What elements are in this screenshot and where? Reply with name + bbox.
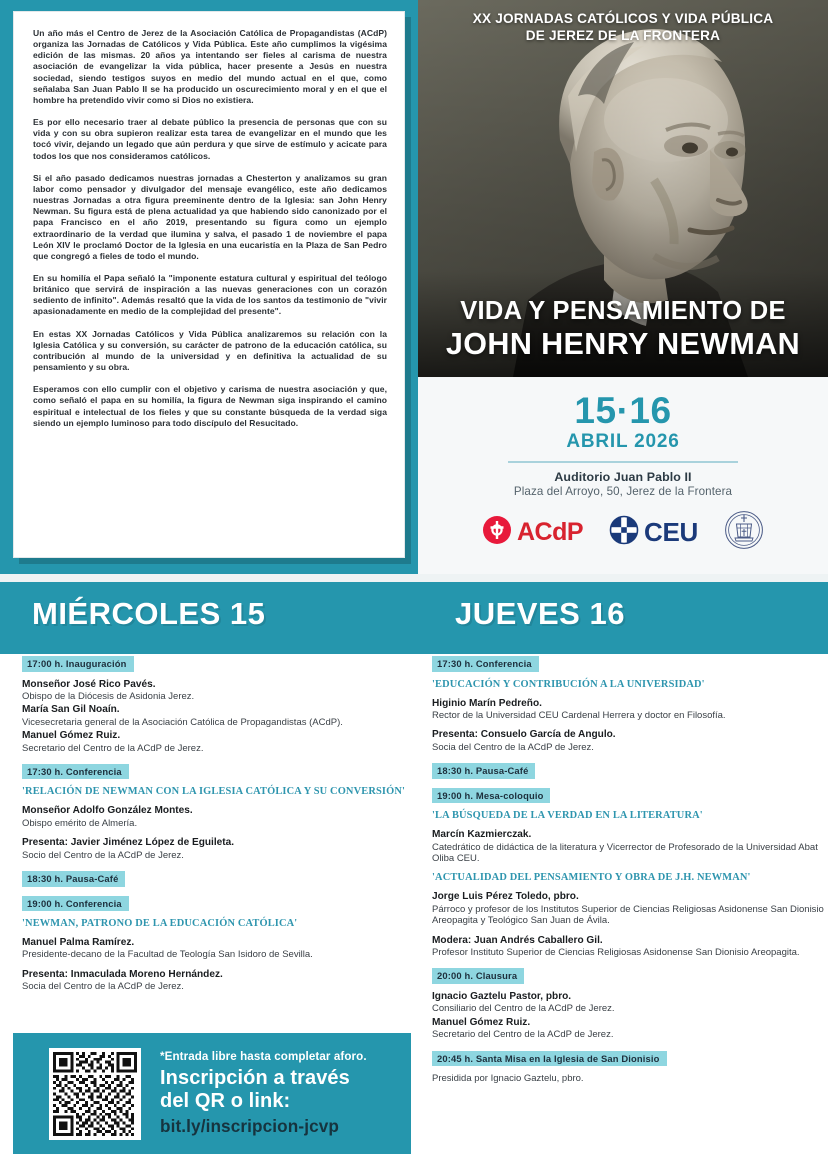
divider-rule xyxy=(508,461,738,463)
schedule-block xyxy=(432,654,828,753)
speaker-role: Socia del Centro de la ACdP de Jerez. xyxy=(22,981,184,993)
speaker-entry xyxy=(22,837,418,861)
session-topic: 'LA BÚSQUEDA DE LA VERDAD EN LA LITERATURA' xyxy=(432,810,703,822)
session-topic: 'EDUCACIÓN Y CONTRIBUCIÓN A LA UNIVERSIDAD' xyxy=(432,678,705,690)
speaker-name: Presenta: Inmaculada Moreno Hernández. xyxy=(22,968,223,980)
speaker-name: Modera: Juan Andrés Caballero Gil. xyxy=(432,934,603,946)
ceu-logo xyxy=(609,515,698,550)
intro-paragraph: En su homilía el Papa señaló la "imponente estatura cultural y espiritual del teólogo británico que servirá de inspiración a las nuevas generaciones con un corazón sediento de infinito". Además resaltó que la vida de los santos da testimonio de "vivir apasionadamente en medio de la complejidad del presente". xyxy=(33,272,387,317)
speaker-entry xyxy=(22,805,418,829)
hero-panel xyxy=(418,0,828,574)
speaker-entry xyxy=(22,679,418,703)
speaker-entry xyxy=(432,891,828,926)
day-title-thursday: JUEVES 16 xyxy=(455,596,625,631)
speaker-role: Secretario del Centro de la ACdP de Jerez. xyxy=(22,742,204,754)
speaker-entry xyxy=(432,829,828,864)
speaker-name: Manuel Gómez Ruiz. xyxy=(432,1016,531,1028)
hero-details xyxy=(418,378,828,574)
diocese-logo xyxy=(724,510,764,555)
speaker-role: Obispo de la Diócesis de Asidonia Jerez. xyxy=(22,690,195,702)
time-badge: 20:00 h. Clausura xyxy=(432,968,524,984)
speaker-role: Vicesecretaria general de la Asociación Católica de Propagandistas (ACdP). xyxy=(22,716,343,728)
speaker-name: María San Gil Noaín. xyxy=(22,704,120,716)
speaker-entry xyxy=(22,937,418,961)
hero-kicker-line1: XX JORNADAS CATÓLICOS Y VIDA PÚBLICA xyxy=(472,11,774,26)
time-badge: 18:30 h. Pausa-Café xyxy=(432,763,535,779)
speaker-entry xyxy=(22,730,418,754)
event-dates: 15·16 xyxy=(574,390,672,431)
speaker-name: Presenta: Consuelo García de Angulo. xyxy=(432,729,616,741)
time-badge: 18:30 h. Pausa-Café xyxy=(22,871,125,887)
diocese-seal-icon xyxy=(724,510,764,555)
session-topic: 'ACTUALIDAD DEL PENSAMIENTO Y OBRA DE J.H. NEWMAN' xyxy=(432,872,751,884)
intro-paragraph: Un año más el Centro de Jerez de la Asociación Católica de Propagandistas (ACdP) organiza las Jornadas de Católicos y Vida Pública. Este año cumplimos la vigésima edición de las mismas. 20 años ya intentando ser fieles al carisma de nuestra asociación de evangelizar la vida pública, hacer presente a Jesús en nuestra sociedad, siendo testigos suyos en medio del mundo actual en el que, como señalaba San Juan Pablo II se ha producido un oscurecimiento moral y en el que el hombre ha pretendido vivir como si Dios no existiera. xyxy=(33,28,387,105)
time-badge: 20:45 h. Santa Misa en la Iglesia de San Dionisio xyxy=(432,1051,667,1067)
speaker-role: Catedrático de didáctica de la literatura y Vicerrector de Profesorado de la Universidad Abat Oliba CEU. xyxy=(432,841,818,864)
acdp-mark-icon xyxy=(482,515,512,550)
ceu-logo-text: CEU xyxy=(644,517,699,547)
speaker-name: Manuel Gómez Ruiz. xyxy=(22,730,121,742)
speaker-entry xyxy=(432,935,828,959)
schedule-block xyxy=(22,762,418,861)
speaker-name: Higinio Marín Pedreño. xyxy=(432,697,542,709)
speaker-role: Consiliario del Centro de la ACdP de Jerez. xyxy=(432,1003,615,1015)
hero-kicker-line2: DE JEREZ DE LA FRONTERA xyxy=(525,28,721,43)
speaker-role: Párroco y profesor de los Institutos Superior de Ciencias Religiosas Asidonense San Dionisio Areopagita y Teológico San Juan de Ávila. xyxy=(432,903,824,927)
speaker-role: Profesor Instituto Superior de Ciencias Religiosas Asidonense San Dionisio Areopagita. xyxy=(432,946,800,958)
registration-panel xyxy=(13,1033,411,1154)
event-month: ABRIL 2026 xyxy=(566,431,680,452)
schedule-column-thursday xyxy=(432,654,828,1092)
schedule-block xyxy=(432,872,828,958)
schedule-block xyxy=(432,1049,828,1085)
speaker-entry xyxy=(432,991,828,1015)
free-entry-note: *Entrada libre hasta completar aforo. xyxy=(160,1050,367,1063)
time-badge: 17:00 h. Inauguración xyxy=(22,656,134,672)
time-badge: 19:00 h. Conferencia xyxy=(22,896,129,912)
hero-title xyxy=(418,296,828,362)
intro-paragraph: Si el año pasado dedicamos nuestras jornadas a Chesterton y analizamos su gran labor como pensador y divulgador del mensaje evangélico, este año dedicamos nuestras Jornadas a otra figura preeminente dentro de la Iglesia: san John Henry Newman. Su figura está de plena actualidad ya que habiendo sido canonizado por el papa Francisco en el año 2019, presentando su figura como un ejemplo extraordinario de la verdad que ilumina y salva, el pasado 1 de noviembre el papa León XIV le proclamó Doctor de la Iglesia en una eucaristía en la Plaza de San Pedro que congregó a fieles de todo el mundo. xyxy=(33,172,387,261)
speaker-entry xyxy=(432,729,828,753)
schedule-block xyxy=(432,966,828,1040)
time-badge: 17:30 h. Conferencia xyxy=(432,656,539,672)
event-venue: Auditorio Juan Pablo II xyxy=(554,470,692,484)
speaker-entry xyxy=(432,1017,828,1041)
speaker-name: Marcín Kazmierczak. xyxy=(432,829,532,841)
schedule-block xyxy=(22,654,418,754)
speaker-name: Monseñor José Rico Pavés. xyxy=(22,678,156,690)
schedule-block xyxy=(22,869,418,894)
time-badge: 19:00 h. Mesa-coloquio xyxy=(432,788,550,804)
speaker-role: Presidente-decano de la Facultad de Teología San Isidoro de Sevilla. xyxy=(22,949,313,961)
schedule-block xyxy=(432,786,828,865)
hero-title-line1: VIDA Y PENSAMIENTO DE xyxy=(460,297,786,325)
schedule-block xyxy=(432,761,828,786)
intro-paragraph: Es por ello necesario traer al debate público la presencia de personas que con su vida y con su obra supieron realizar esta tarea de evangelizar en el mundo que les tocó vivir, dejando un legado que aún perdura y que sirve de estímulo y acicate para todos los que nos consideramos católicos. xyxy=(33,117,387,161)
speaker-entry xyxy=(432,698,828,722)
registration-text xyxy=(160,1050,367,1137)
intro-paragraph: Esperamos con ello cumplir con el objetivo y carisma de nuestra asociación y que, como señaló el papa en su homilía, la figura de Newman siga inspirando el camino espiritual e intelectual de los fieles y que su constante búsqueda de la verdad siga siendo un ejemplo luminoso para todo discípulo del Resucitado. xyxy=(33,384,387,428)
qr-code-image[interactable] xyxy=(49,1048,141,1140)
speaker-role: Obispo emérito de Almería. xyxy=(22,817,138,829)
day-title-wednesday: MIÉRCOLES 15 xyxy=(32,596,266,631)
speaker-role: Socio del Centro de la ACdP de Jerez. xyxy=(22,849,184,861)
speaker-name: Monseñor Adolfo González Montes. xyxy=(22,805,193,817)
acdp-logo xyxy=(482,515,583,550)
sponsor-logos xyxy=(418,510,828,555)
speaker-entry xyxy=(22,704,418,728)
speaker-name: Presenta: Javier Jiménez López de Eguileta. xyxy=(22,837,235,849)
session-topic: 'NEWMAN, PATRONO DE LA EDUCACIÓN CATÓLICA' xyxy=(22,918,298,930)
hero-title-line2: JOHN HENRY NEWMAN xyxy=(445,327,801,361)
registration-cta xyxy=(160,1067,367,1112)
speaker-role: Rector de la Universidad CEU Cardenal Herrera y doctor en Filosofía. xyxy=(432,709,726,721)
speaker-entry xyxy=(22,969,418,993)
top-section xyxy=(0,0,828,574)
speaker-role: Socia del Centro de la ACdP de Jerez. xyxy=(432,741,594,753)
speaker-role: Presidida por Ignacio Gaztelu, pbro. xyxy=(432,1073,584,1084)
section-gap xyxy=(0,574,828,582)
registration-cta-line1: Inscripción a través xyxy=(160,1067,350,1089)
speaker-entry xyxy=(432,1073,828,1084)
registration-cta-line2: del QR o link: xyxy=(160,1089,291,1112)
registration-link[interactable]: bit.ly/inscripcion-jcvp xyxy=(160,1116,339,1136)
schedule-block xyxy=(22,894,418,993)
time-badge: 17:30 h. Conferencia xyxy=(22,764,129,780)
ceu-mark-icon xyxy=(609,515,639,550)
intro-text-panel xyxy=(13,11,405,558)
speaker-role: Secretario del Centro de la ACdP de Jerez. xyxy=(432,1029,614,1041)
speaker-name: Manuel Palma Ramírez. xyxy=(22,937,135,949)
speaker-name: Jorge Luis Pérez Toledo, pbro. xyxy=(432,891,579,903)
session-topic: 'RELACIÓN DE NEWMAN CON LA IGLESIA CATÓLICA Y SU CONVERSIÓN' xyxy=(22,786,406,798)
event-address: Plaza del Arroyo, 50, Jerez de la Frontera xyxy=(513,485,733,498)
intro-paragraph: En estas XX Jornadas Católicos y Vida Pública analizaremos su relación con la Iglesia Católica y su conversión, su carácter de patrono de la educación católica, su contribución al mundo de la universidad y en definitiva la actualidad de su pensamiento y su obra. xyxy=(33,328,387,373)
day-header-bar xyxy=(0,582,828,654)
speaker-name: Ignacio Gaztelu Pastor, pbro. xyxy=(432,990,572,1002)
hero-kicker xyxy=(418,10,828,44)
schedule-column-wednesday xyxy=(22,654,418,1001)
acdp-logo-text: ACdP xyxy=(516,518,584,546)
